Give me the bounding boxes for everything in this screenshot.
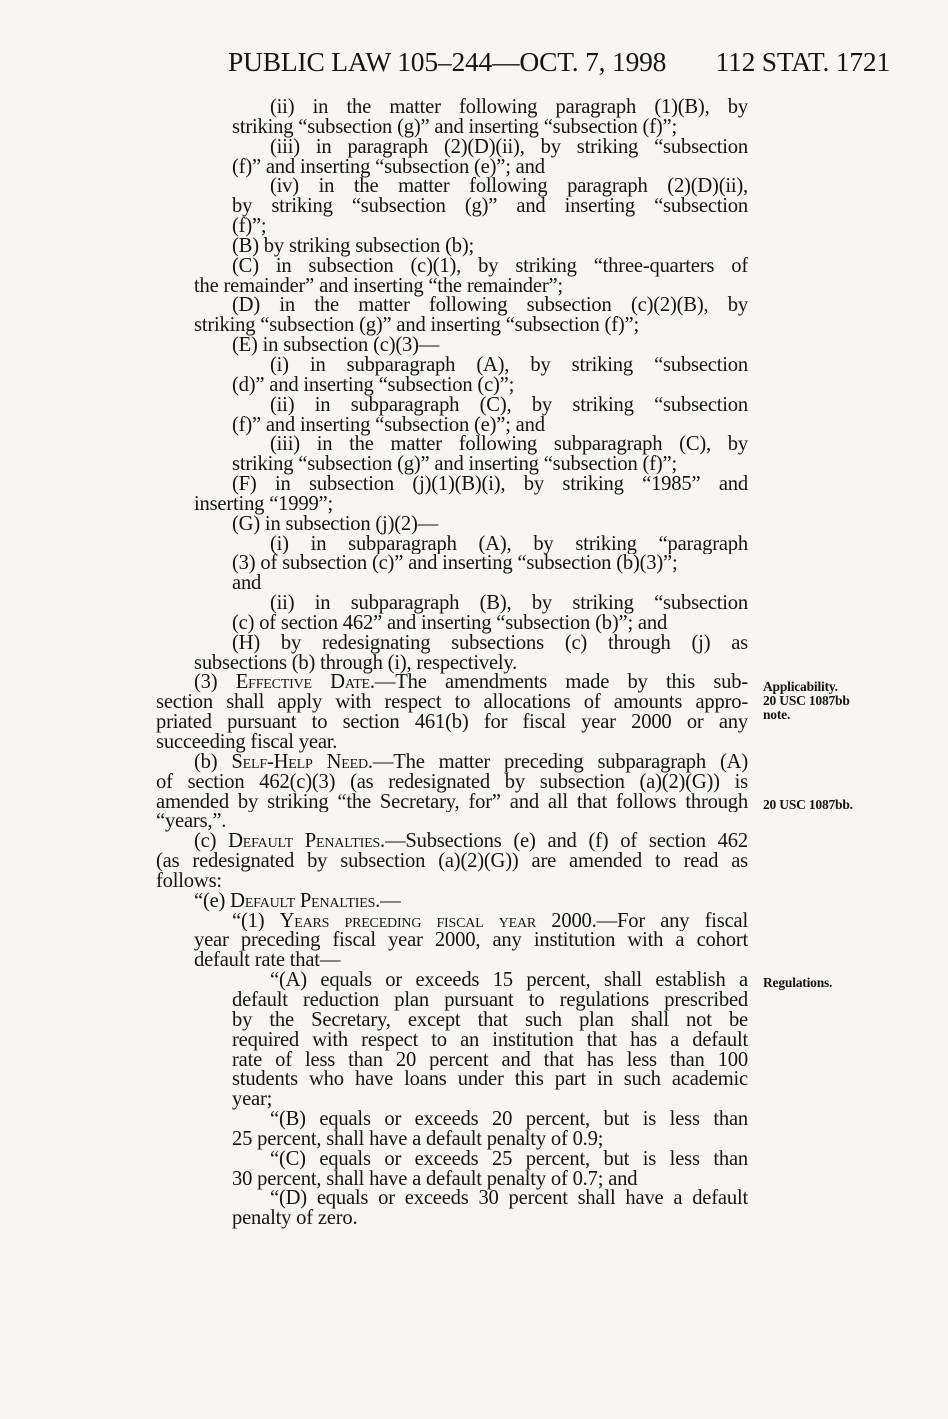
- margin-note-line: 20 USC 1087bb.: [763, 797, 853, 812]
- text-line: (d)” and inserting “subsection (c)”;: [232, 373, 515, 396]
- text-line: (iii) in the matter following subparagraph (C), by: [270, 435, 748, 456]
- text-line: (i) in subparagraph (A), by striking “paragraph: [270, 534, 748, 555]
- section-heading: Default Penalties: [230, 889, 376, 912]
- margin-note-usc: [763, 798, 853, 812]
- text-line: by the Secretary, except that such plan shall not be: [232, 1010, 748, 1031]
- text-line: (f)” and inserting “subsection (e)”; and: [232, 413, 545, 436]
- text-line: “(B) equals or exceeds 20 percent, but is less than: [270, 1110, 748, 1130]
- text-line: rate of less than 20 percent and that has less than 100: [232, 1050, 748, 1071]
- text-line: (ii) in subparagraph (C), by striking “subsection: [270, 395, 748, 416]
- text-line: (C) in subsection (c)(1), by striking “three-quarters of: [232, 256, 748, 277]
- text-line: required with respect to an institution that has a default: [232, 1030, 748, 1051]
- margin-note-regulations: [763, 976, 832, 990]
- text-line: default reduction plan pursuant to regulations prescribed: [232, 990, 748, 1011]
- text-line: “(1) Years preceding fiscal year 2000.—For any fiscal: [232, 911, 748, 932]
- text-line: striking “subsection (g)” and inserting “subsection (f)”;: [232, 115, 677, 138]
- text-line: (G) in subsection (j)(2)—: [232, 512, 439, 535]
- text-line: (3) of subsection (c)” and inserting “subsection (b)(3)”;: [232, 552, 678, 575]
- section-heading: Effective Date: [235, 673, 370, 694]
- text-line: follows:: [156, 869, 222, 892]
- text-line: (D) in the matter following subsection (c)(2)(B), by: [232, 296, 748, 317]
- section-heading: Self-Help Need: [231, 752, 368, 773]
- text-line: 25 percent, shall have a default penalty of 0.9;: [232, 1127, 604, 1150]
- text-line: default rate that—: [194, 949, 341, 972]
- section-heading: Default Penalties: [228, 832, 381, 853]
- margin-note-applicability: [763, 680, 850, 722]
- statute-body: [156, 98, 748, 1229]
- text-line: (as redesignated by subsection (a)(2)(G)) are amended to read as: [156, 852, 748, 872]
- text-line: (iii) in paragraph (2)(D)(ii), by striking “subsection: [270, 137, 748, 158]
- text-line: (f)” and inserting “subsection (e)”; and: [232, 155, 545, 178]
- text-line: priated pursuant to section 461(b) for fiscal year 2000 or any: [156, 713, 748, 733]
- text-line: (ii) in subparagraph (B), by striking “subsection: [270, 594, 748, 614]
- margin-note-line: Applicability.: [763, 679, 838, 694]
- text-line: by striking “subsection (g)” and inserting “subsection: [232, 197, 748, 218]
- text-line: “(e) Default Penalties.—: [194, 889, 401, 912]
- text-line: (ii) in the matter following paragraph (1)(B), by: [270, 98, 748, 118]
- text-line: (F) in subsection (j)(1)(B)(i), by striking “1985” and: [232, 475, 748, 495]
- text-line: striking “subsection (g)” and inserting “subsection (f)”;: [194, 314, 639, 337]
- text-line: (3) Effective Date.—The amendments made by this sub-: [194, 673, 748, 694]
- text-line: year preceding fiscal year 2000, any institution with a cohort: [194, 931, 748, 952]
- text-line: penalty of zero.: [232, 1207, 358, 1230]
- text-line: 30 percent, shall have a default penalty of 0.7; and: [232, 1167, 638, 1190]
- text-line: “(D) equals or exceeds 30 percent shall have a default: [270, 1189, 748, 1210]
- text-line: (f)”;: [232, 215, 267, 238]
- text-line: students who have loans under this part in such academic: [232, 1070, 748, 1091]
- text-line: year;: [232, 1088, 273, 1111]
- margin-note-line: 20 USC 1087bb: [763, 693, 850, 708]
- text-line: striking “subsection (g)” and inserting “subsection (f)”;: [232, 453, 677, 476]
- text-line: “(C) equals or exceeds 25 percent, but is less than: [270, 1149, 748, 1170]
- text-line: section shall apply with respect to allocations of amounts appro-: [156, 693, 748, 714]
- text-line: (H) by redesignating subsections (c) through (j) as: [232, 633, 748, 654]
- text-line: (E) in subsection (c)(3)—: [232, 334, 440, 357]
- section-heading: Years preceding fiscal year 2000: [279, 911, 592, 932]
- text-line: (i) in subparagraph (A), by striking “subsection: [270, 355, 748, 376]
- text-line: subsections (b) through (i), respectively.: [194, 651, 518, 674]
- text-line: (c) Default Penalties.—Subsections (e) and (f) of section 462: [194, 832, 748, 853]
- margin-note-line: Regulations.: [763, 975, 833, 990]
- text-line: (B) by striking subsection (b);: [232, 234, 475, 257]
- text-line: succeeding fiscal year.: [156, 731, 338, 753]
- page-header: [228, 46, 890, 80]
- margin-note-line: note.: [763, 707, 791, 722]
- text-line: of section 462(c)(3) (as redesignated by subsection (a)(2)(G)) is: [156, 772, 748, 793]
- text-line: amended by striking “the Secretary, for” and all that follows through: [156, 792, 748, 813]
- text-line: the remainder” and inserting “the remainder”;: [194, 274, 563, 297]
- text-line: and: [232, 572, 262, 595]
- text-line: (b) Self-Help Need.—The matter preceding subparagraph (A): [194, 752, 748, 773]
- text-line: inserting “1999”;: [194, 492, 334, 515]
- text-line: “(A) equals or exceeds 15 percent, shall establish a: [270, 971, 748, 991]
- text-line: (c) of section 462” and inserting “subsection (b)”; and: [232, 611, 668, 634]
- text-line: (iv) in the matter following paragraph (2)(D)(ii),: [270, 177, 748, 198]
- public-law-title: PUBLIC LAW 105–244—OCT. 7, 1998: [228, 46, 667, 77]
- statute-page-number: 112 STAT. 1721: [715, 46, 890, 77]
- text-line: “years,”.: [156, 810, 227, 833]
